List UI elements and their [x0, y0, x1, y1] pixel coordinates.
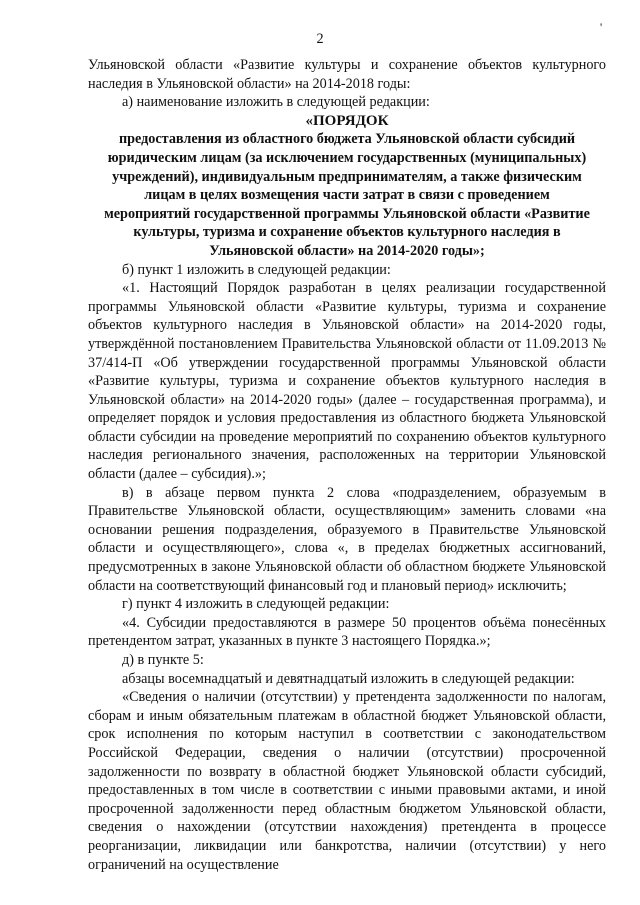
- paragraph-point-4: «4. Субсидии предоставляются в размере 50 процентов объёма понесённых претендентом затрат, указанных в пункте 3 настоящего Порядка.»;: [88, 614, 606, 650]
- paragraph-d: д) в пункте 5:: [122, 652, 204, 668]
- corner-mark: ': [600, 20, 603, 34]
- paragraph-svedeniya: «Сведения о наличии (отсутствии) у претендента задолженности по налогам, сборам и иным обязательным платежам в областной бюджет Ульяновской области, срок исполнения по которым наступил в соответствии с законодательством Российской Федерации, сведения о наличии (отсутствии) просроченной задолженности по возврату в областной бюджет Ульяновской области субсидий, предоставленных в том числе в соответствии с иными правовыми актами, и иной просроченной задолженности перед областным бюджетом Ульяновской области, сведения о нахождении (отсутствии нахождения) претендента в процессе реорганизации, ликвидации или банкротства, наличии (отсутствии) у него ограничений на осуществление: [88, 689, 606, 873]
- paragraph-g: г) пункт 4 изложить в следующей редакции:: [122, 596, 390, 613]
- heading-text: [88, 130, 606, 260]
- paragraph-intro: Ульяновской области «Развитие культуры и сохранение объектов культурного наследия в Ульяновской области» на 2014-2018 годы:: [88, 57, 606, 92]
- heading-title: «ПОРЯДОК: [305, 112, 389, 129]
- paragraph-abzacy: абзацы восемнадцатый и девятнадцатый изложить в следующей редакции:: [122, 670, 575, 687]
- paragraph-point-1: «1. Настоящий Порядок разработан в целях реализации государственной программы Ульяновской области «Развитие культуры, туризма и сохранение объектов культурного наследия в Ульяновской области» на 2014-2020 годы, утверждённой постановлением Правительства Ульяновской области от 11.09.2013 № 37/414-П «Об утверждении государственной программы Ульяновской области «Развитие культуры, туризма и сохранение объектов культурного наследия в Ульяновской области» на 2014-2020 годы» (далее – государственная программа), и определяет порядок и условия предоставления из областного бюджета Ульяновской области субсидии на проведение мероприятий по сохранению объектов культурного наследия регионального значения, расположенных на территории Ульяновской области (далее – субсидия).»;: [88, 280, 606, 483]
- paragraph-b: б) пункт 1 изложить в следующей редакции:: [122, 261, 391, 278]
- heading-body: предоставления из областного бюджета Ульяновской области субсидий юридическим лицам (за исключением государственных (муниципальных) учреждений), индивидуальным предпринимателям, а также физическим лицам в целях возмещения части затрат в связи с проведением мероприятий государственной программы Ульяновской области «Развитие культуры, туризма и сохранение объектов культурного наследия в Ульяновской области» на 2014-2020 годы»: [104, 131, 590, 259]
- paragraph-v: в) в абзаце первом пункта 2 слова «подразделением, образуемым в Правительстве Ульяновской области, осуществляющим» заменить словами «на основании решения подразделения, образуемого в Правительстве Ульяновской области и осуществляющего», слова «, в пределах бюджетных ассигнований, предусмотренных в законе Ульяновской области об областном бюджете Ульяновской области на соответствующий финансовый год и плановый период» исключить;: [88, 484, 606, 594]
- paragraph-a: а) наименование изложить в следующей редакции:: [122, 94, 430, 111]
- page-number: 2: [316, 31, 324, 47]
- document-body: [88, 56, 606, 874]
- heading-suffix: ;: [480, 242, 485, 259]
